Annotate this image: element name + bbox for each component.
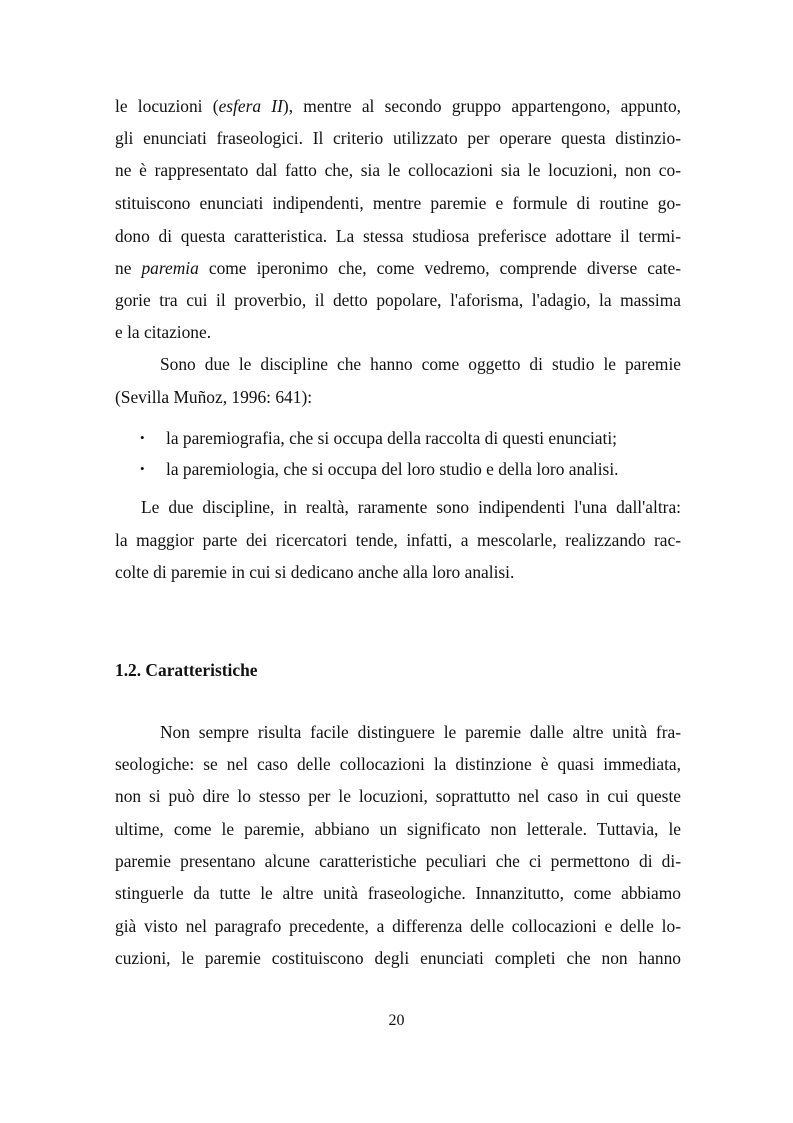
paragraph1-line3: ne è rappresentato dal fatto che, sia le collocazioni sia le locuzioni, non co-	[115, 160, 681, 180]
bullet-icon: •	[140, 461, 145, 476]
paragraph3-line1: Le due discipline, in realtà, raramente sono indipendenti l'una dall'altra:	[141, 497, 681, 517]
text-span: ), mentre al secondo gruppo appartengono, appunto,	[282, 96, 681, 116]
list-item-text: la paremiografia, che si occupa della raccolta di questi enunciati;	[166, 428, 617, 448]
paragraph2-line2: (Sevilla Muñoz, 1996: 641):	[115, 387, 313, 407]
paragraph1-line5: dono di questa caratteristica. La stessa studiosa preferisce adottare il termi-	[115, 226, 681, 246]
paragraph1-line6	[115, 258, 681, 278]
paragraph3-line3: colte di paremie in cui si dedicano anche alla loro analisi.	[115, 562, 515, 582]
text-span: ne	[115, 258, 142, 278]
italic-term: paremia	[141, 258, 199, 278]
text-span: come iperonimo che, come vedremo, comprende diverse cate-	[198, 258, 681, 278]
list-item-text: la paremiologia, che si occupa del loro studio e della loro analisi.	[166, 459, 619, 479]
paragraph4-line4: ultime, come le paremie, abbiano un significato non letterale. Tuttavia, le	[115, 819, 681, 839]
paragraph4-line3: non si può dire lo stesso per le locuzioni, soprattutto nel caso in cui queste	[115, 786, 681, 806]
paragraph1-line8: e la citazione.	[115, 322, 212, 342]
paragraph4-line7: già visto nel paragrafo precedente, a differenza delle collocazioni e delle lo-	[115, 916, 681, 936]
paragraph2-line1: Sono due le discipline che hanno come oggetto di studio le paremie	[160, 354, 681, 374]
paragraph1-line4: stituiscono enunciati indipendenti, mentre paremie e formule di routine go-	[115, 193, 681, 213]
paragraph4-line6: stinguerle da tutte le altre unità fraseologiche. Innanzitutto, come abbiamo	[115, 883, 681, 903]
paragraph1-line2: gli enunciati fraseologici. Il criterio utilizzato per operare questa distinzio-	[115, 128, 681, 148]
paragraph4-line8: cuzioni, le paremie costituiscono degli enunciati completi che non hanno	[115, 948, 681, 968]
italic-term: esfera II	[218, 96, 283, 116]
paragraph4-line5: paremie presentano alcune caratteristiche peculiari che ci permettono di di-	[115, 851, 681, 871]
paragraph4-line2: seologiche: se nel caso delle collocazioni la distinzione è quasi immediata,	[115, 754, 681, 774]
bullet-icon: •	[140, 430, 145, 445]
paragraph4-line1: Non sempre risulta facile distinguere le paremie dalle altre unità fra-	[160, 722, 681, 742]
page-number: 20	[388, 1012, 405, 1029]
text-span: le locuzioni (	[115, 96, 219, 116]
paragraph1-line1	[115, 96, 681, 116]
list-item	[140, 428, 617, 448]
paragraph1-line7: gorie tra cui il proverbio, il detto popolare, l'aforisma, l'adagio, la massima	[115, 290, 681, 310]
list-item	[140, 459, 619, 479]
paragraph3-line2: la maggior parte dei ricercatori tende, infatti, a mescolarle, realizzando rac-	[115, 530, 681, 550]
section-heading: 1.2. Caratteristiche	[115, 660, 258, 680]
